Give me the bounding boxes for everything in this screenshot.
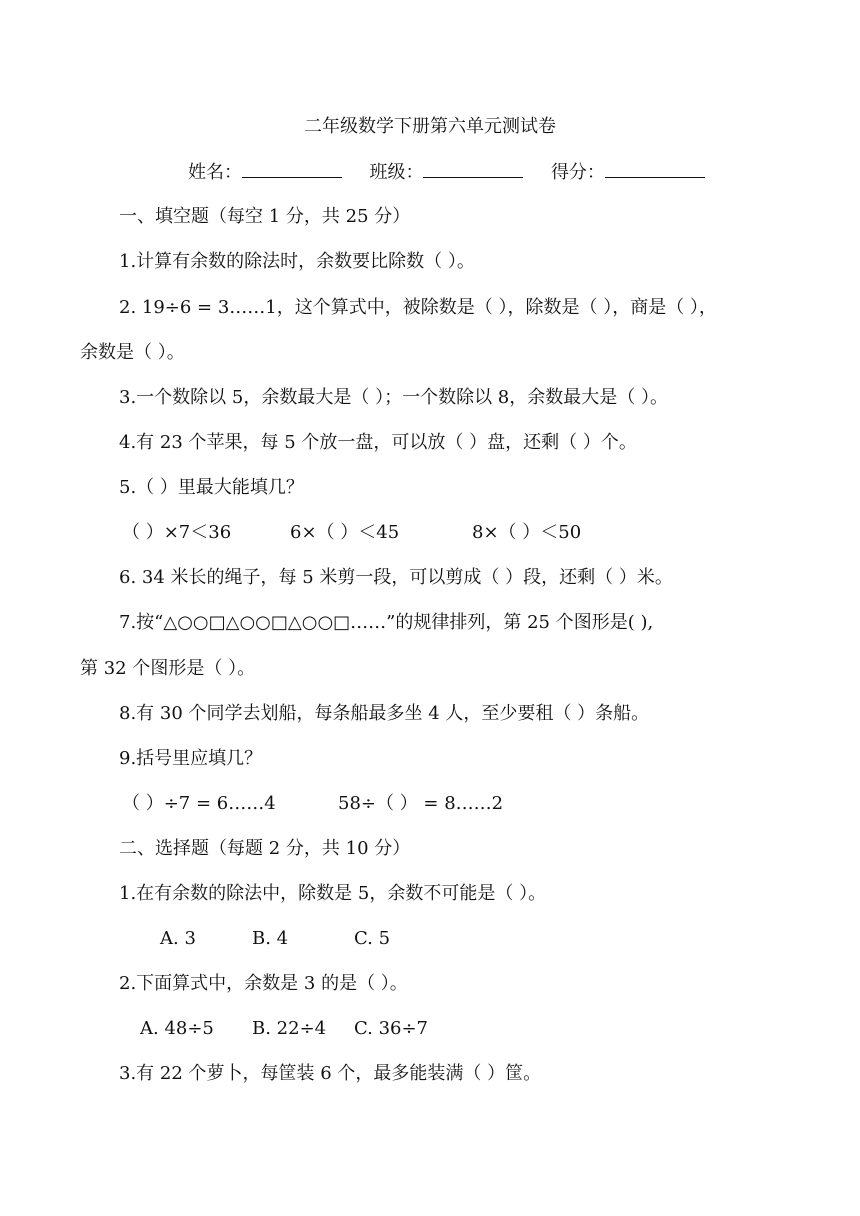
s1-question-2-line2: 余数是（ ）。 bbox=[80, 342, 185, 363]
s1-question-7-line2: 第 32 个图形是（ ）。 bbox=[80, 658, 256, 679]
s2-question-1: 1.在有余数的除法中，除数是 5，余数不可能是（ ）。 bbox=[119, 883, 547, 904]
s2-q2-option-c: C. 36÷7 bbox=[354, 1018, 429, 1039]
s2-q2-option-b: B. 22÷4 bbox=[252, 1018, 327, 1039]
s2-q1-option-b: B. 4 bbox=[252, 928, 289, 949]
s1-question-5: 5.（ ）里最大能填几？ bbox=[119, 477, 304, 498]
s2-question-3: 3.有 22 个萝卜，每筐装 6 个，最多能装满（ ）筐。 bbox=[119, 1063, 542, 1084]
s2-q1-option-c: C. 5 bbox=[354, 928, 391, 949]
name-blank[interactable] bbox=[242, 159, 342, 178]
s1-q5-item-2: 6×（ ）＜45 bbox=[290, 522, 400, 543]
score-label: 得分： bbox=[550, 162, 605, 183]
s1-question-1: 1.计算有余数的除法时，余数要比除数（ ）。 bbox=[119, 251, 475, 272]
s1-q5-item-1: （ ）×7＜36 bbox=[122, 522, 232, 543]
s1-question-2-line1: 2. 19÷6 = 3……1，这个算式中，被除数是（ ），除数是（ ），商是（ ）， bbox=[119, 297, 717, 318]
s2-q2-option-a: A. 48÷5 bbox=[140, 1018, 214, 1039]
score-blank[interactable] bbox=[605, 159, 705, 178]
s1-q9-item-2: 58÷（ ） = 8……2 bbox=[338, 793, 504, 814]
class-blank[interactable] bbox=[423, 159, 523, 178]
student-info-row bbox=[188, 159, 705, 185]
s1-question-4: 4.有 23 个苹果，每 5 个放一盘，可以放（ ）盘，还剩（ ）个。 bbox=[119, 432, 637, 453]
s2-question-2: 2.下面算式中，余数是 3 的是（ ）。 bbox=[119, 973, 408, 994]
s2-q1-option-a: A. 3 bbox=[160, 928, 196, 949]
s1-question-9: 9.括号里应填几？ bbox=[119, 748, 263, 769]
name-label: 姓名： bbox=[188, 162, 242, 183]
s1-q9-item-1: （ ）÷7 = 6……4 bbox=[122, 793, 276, 814]
s1-question-6: 6. 34 米长的绳子，每 5 米剪一段，可以剪成（ ）段，还剩（ ）米。 bbox=[119, 567, 673, 588]
section2-heading: 二、选择题（每题 2 分，共 10 分） bbox=[119, 838, 411, 859]
s1-q5-item-3: 8×（ ）＜50 bbox=[472, 522, 582, 543]
section1-heading: 一、填空题（每空 1 分，共 25 分） bbox=[119, 206, 411, 227]
page-title: 二年级数学下册第六单元测试卷 bbox=[304, 116, 556, 137]
s1-question-8: 8.有 30 个同学去划船，每条船最多坐 4 人，至少要租（ ）条船。 bbox=[119, 703, 650, 724]
s1-question-3: 3.一个数除以 5，余数最大是（ ）；一个数除以 8，余数最大是（ ）。 bbox=[119, 387, 668, 408]
class-label: 班级： bbox=[369, 162, 424, 183]
s1-question-7-line1: 7.按“△○○□△○○□△○○□……”的规律排列，第 25 个图形是( ), bbox=[119, 612, 654, 633]
